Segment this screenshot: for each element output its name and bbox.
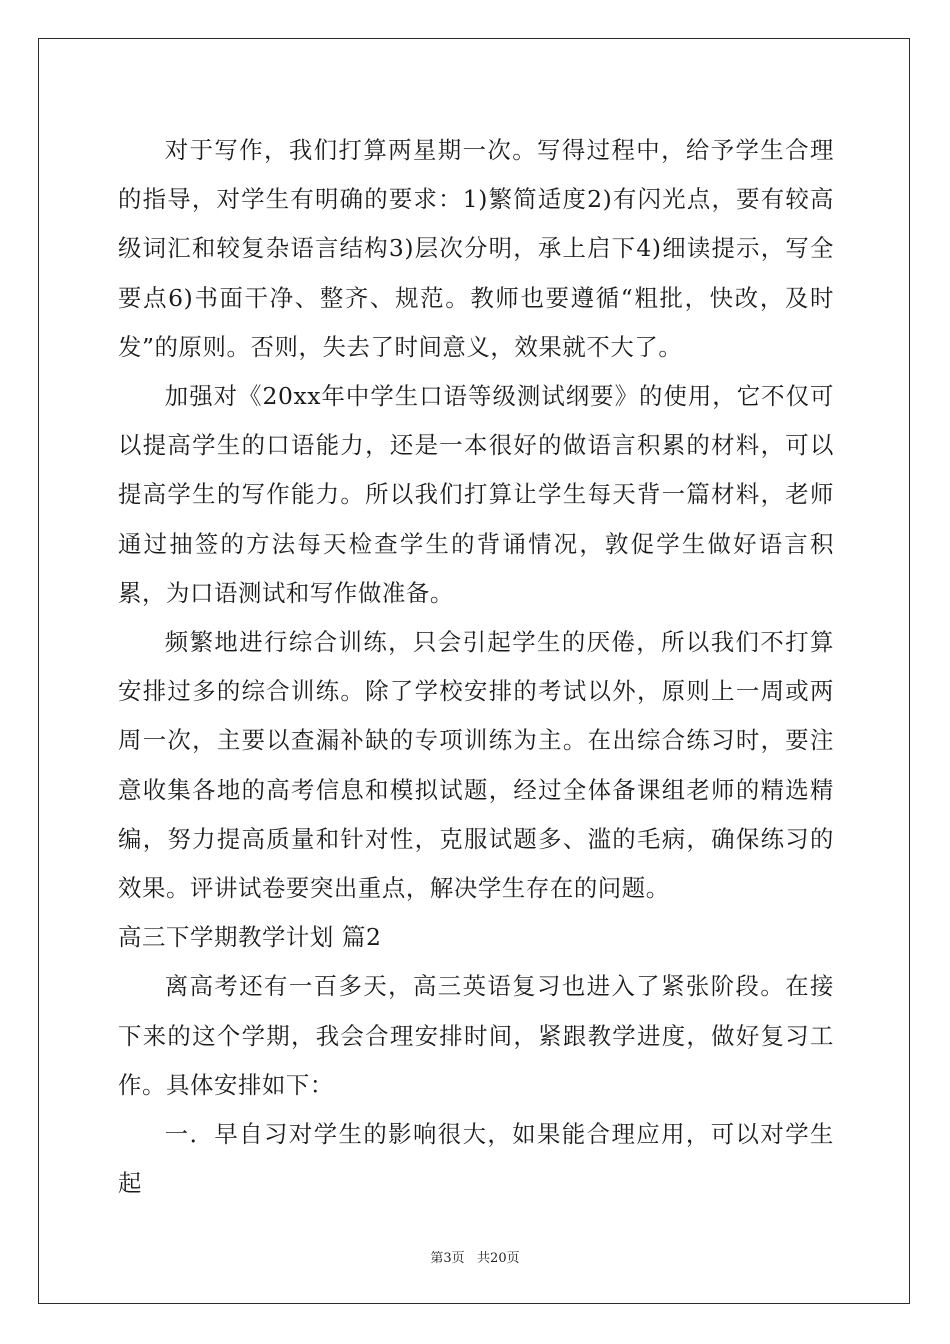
section-heading: 高三下学期教学计划 篇2 <box>118 923 382 952</box>
page-footer: 第3页 共20页 <box>430 1251 520 1266</box>
paragraph-comprehensive-training: 频繁地进行综合训练，只会引起学生的厌倦，所以我们不打算安排过多的综合训练。除了学校安排的考试以外，原则上一周或两周一次，主要以查漏补缺的专项训练为主。在出综合练习时，要注意收集各地的高考信息和模拟试题，经过全体备课组老师的精选精编，努力提高质量和针对性，克服试题多、滥的毛病，确保练习的效果。评讲试卷要突出重点，解决学生存在的问题。 <box>118 628 834 903</box>
paragraph-oral-test: 加强对《20xx年中学生口语等级测试纲要》的使用，它不仅可以提高学生的口语能力，还是一本很好的做语言积累的材料，可以提高学生的写作能力。所以我们打算让学生每天背一篇材料，老师通过抽签的方法每天检查学生的背诵情况，敦促学生做好语言积累，为口语测试和写作做准备。 <box>118 382 834 607</box>
paragraph-morning-study: 一．早自习对学生的影响很大，如果能合理应用，可以对学生起 <box>118 1120 834 1198</box>
document-body <box>118 126 834 1208</box>
paragraph-intro: 离高考还有一百多天，高三英语复习也进入了紧张阶段。在接下来的这个学期，我会合理安排时间，紧跟教学进度，做好复习工作。具体安排如下： <box>118 972 834 1099</box>
paragraph-writing: 对于写作，我们打算两星期一次。写得过程中，给予学生合理的指导，对学生有明确的要求：1)繁简适度2)有闪光点，要有较高级词汇和较复杂语言结构3)层次分明，承上启下4)细读提示，写全要点6)书面干净、整齐、规范。教师也要遵循“粗批，快改，及时发”的原则。否则，失去了时间意义，效果就不大了。 <box>118 136 834 361</box>
